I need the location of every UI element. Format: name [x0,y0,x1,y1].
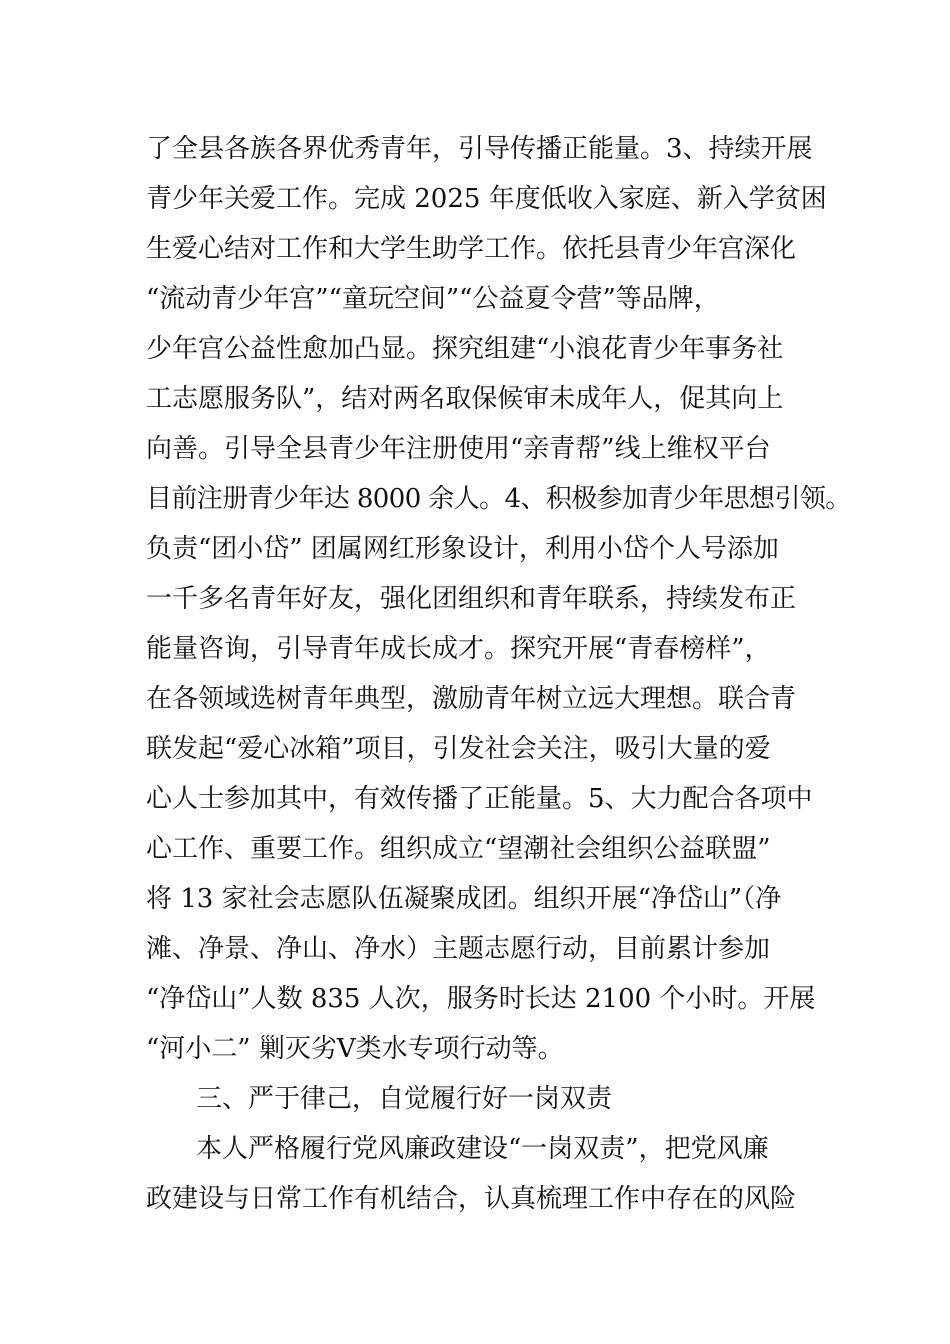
body-line: 滩、净景、净山、净水）主题志愿行动，目前累计参加 [146,934,771,964]
body-line: 联发起“爱心冰箱”项目，引发社会关注，吸引大量的爱 [146,734,771,764]
body-line: 少年宫公益性愈加凸显。探究组建“小浪花青少年事务社 [146,334,784,364]
paragraph-line: 政建设与日常工作有机结合，认真梳理工作中存在的风险 [146,1184,797,1214]
body-line: 心工作、重要工作。组织成立“望潮社会组织公益联盟” [146,834,771,864]
section-heading: 三、严于律己，自觉履行好一岗双责 [196,1084,613,1114]
body-line: 能量咨询，引导青年成长成才。探究开展“青春榜样”， [146,634,771,664]
body-line: “河小二” 剿灭劣Ⅴ类水专项行动等。 [146,1034,564,1064]
body-line: “流动青少年宫”“童玩空间”“公益夏令营”等品牌， [146,284,720,314]
body-line: 了全县各族各界优秀青年，引导传播正能量。3、持续开展 [146,134,813,164]
body-line: “净岱山”人数 835 人次，服务时长达 2100 个小时。开展 [146,984,816,1014]
body-line: 在各领域选树青年典型，激励青年树立远大理想。联合青 [146,684,797,714]
body-line: 负责“团小岱” 团属网红形象设计，利用小岱个人号添加 [146,534,779,564]
body-line: 工志愿服务队”，结对两名取保候审未成年人，促其向上 [146,384,784,414]
body-line: 一千多名青年好友，强化团组织和青年联系，持续发布正 [146,584,797,614]
body-line: 目前注册青少年达 8000 余人。4、积极参加青少年思想引领。 [146,484,851,514]
body-line: 生爱心结对工作和大学生助学工作。依托县青少年宫深化 [146,234,797,264]
body-line: 青少年关爱工作。完成 2025 年度低收入家庭、新入学贫困 [146,184,827,214]
paragraph-line: 本人严格履行党风廉政建设“一岗双责”，把党风廉 [196,1134,769,1164]
body-line: 将 13 家社会志愿队伍凝聚成团。组织开展“净岱山”（净 [146,884,782,914]
body-line: 向善。引导全县青少年注册使用“亲青帮”线上维权平台 [146,434,771,464]
body-line: 心人士参加其中，有效传播了正能量。5、大力配合各项中 [146,784,813,814]
